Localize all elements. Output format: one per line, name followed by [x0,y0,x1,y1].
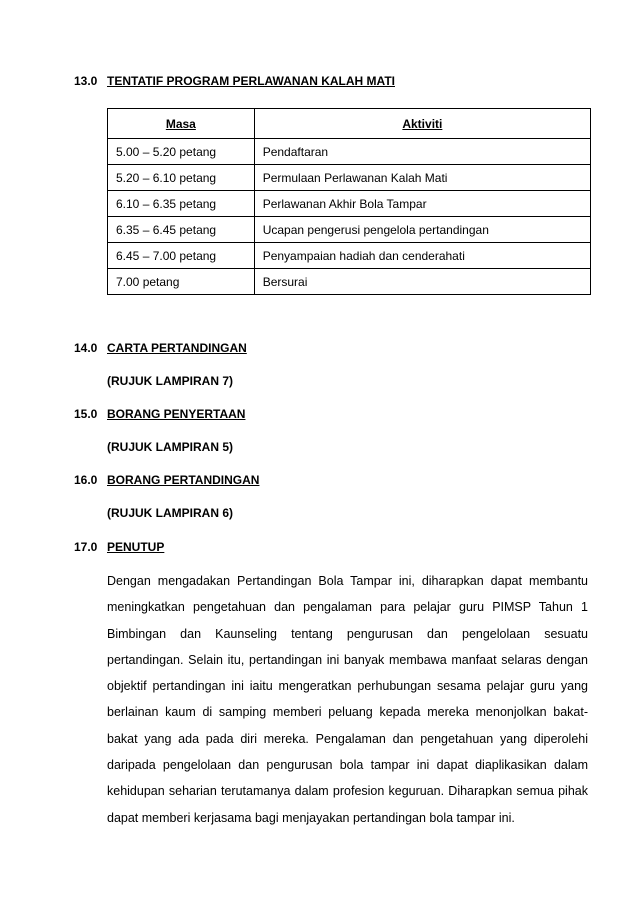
section-16-reference: (RUJUK LAMPIRAN 6) [107,506,233,520]
section-16-heading [74,473,259,487]
section-14-reference: (RUJUK LAMPIRAN 7) [107,374,233,388]
cell-time: 6.10 – 6.35 petang [108,191,255,217]
cell-time: 5.00 – 5.20 petang [108,139,255,165]
cell-time: 6.45 – 7.00 petang [108,243,255,269]
section-16-title: BORANG PERTANDINGAN [107,473,260,487]
table-row [108,243,591,269]
cell-time: 5.20 – 6.10 petang [108,165,255,191]
table-header-row [108,109,591,139]
table-row [108,217,591,243]
column-header-masa: Masa [108,109,255,139]
section-15-heading [74,407,245,421]
cell-time: 6.35 – 6.45 petang [108,217,255,243]
cell-activity: Ucapan pengerusi pengelola pertandingan [254,217,590,243]
section-14-heading [74,341,247,355]
table-row [108,269,591,295]
cell-activity: Pendaftaran [254,139,590,165]
section-17-heading [74,540,164,554]
closing-paragraph: Dengan mengadakan Pertandingan Bola Tampar ini, diharapkan dapat membantu meningkatkan pengetahuan dan pengalaman para pelajar guru PIMSP Tahun 1 Bimbingan dan Kaunseling tentang pengurusan dan pengelolaan sesuatu pertandingan. Selain itu, pertandingan ini banyak membawa manfaat selaras dengan objektif pertandingan ini iaitu mengeratkan perhubungan sesama pelajar guru yang berlainan kaum di samping memberi peluang kepada mereka menonjolkan bakat-bakat yang ada pada diri mereka. Pengalaman dan pengetahuan yang diperolehi daripada pengelolaan dan pengurusan bola tampar ini dapat diaplikasikan dalam kehidupan seharian terutamanya dalam profesion keguruan. Diharapkan semua pihak dapat memberi kerjasama bagi menjayakan pertandingan bola tampar ini. [107,574,588,825]
section-16-number: 16.0 [74,473,98,487]
section-15-reference: (RUJUK LAMPIRAN 5) [107,440,233,454]
cell-activity: Penyampaian hadiah dan cenderahati [254,243,590,269]
cell-activity: Bersurai [254,269,590,295]
section-14-number: 14.0 [74,341,98,355]
table-row [108,165,591,191]
table-row [108,191,591,217]
section-15-title: BORANG PENYERTAAN [107,407,246,421]
section-13-number: 13.0 [74,74,98,88]
cell-activity: Permulaan Perlawanan Kalah Mati [254,165,590,191]
section-17-number: 17.0 [74,540,98,554]
cell-time: 7.00 petang [108,269,255,295]
cell-activity: Perlawanan Akhir Bola Tampar [254,191,590,217]
section-17-title: PENUTUP [107,540,165,554]
section-13-heading [74,74,395,88]
table-row [108,139,591,165]
section-14-title: CARTA PERTANDINGAN [107,341,247,355]
section-13-title: TENTATIF PROGRAM PERLAWANAN KALAH MATI [107,74,395,88]
section-15-number: 15.0 [74,407,98,421]
schedule-table [107,108,591,295]
column-header-aktiviti: Aktiviti [254,109,590,139]
